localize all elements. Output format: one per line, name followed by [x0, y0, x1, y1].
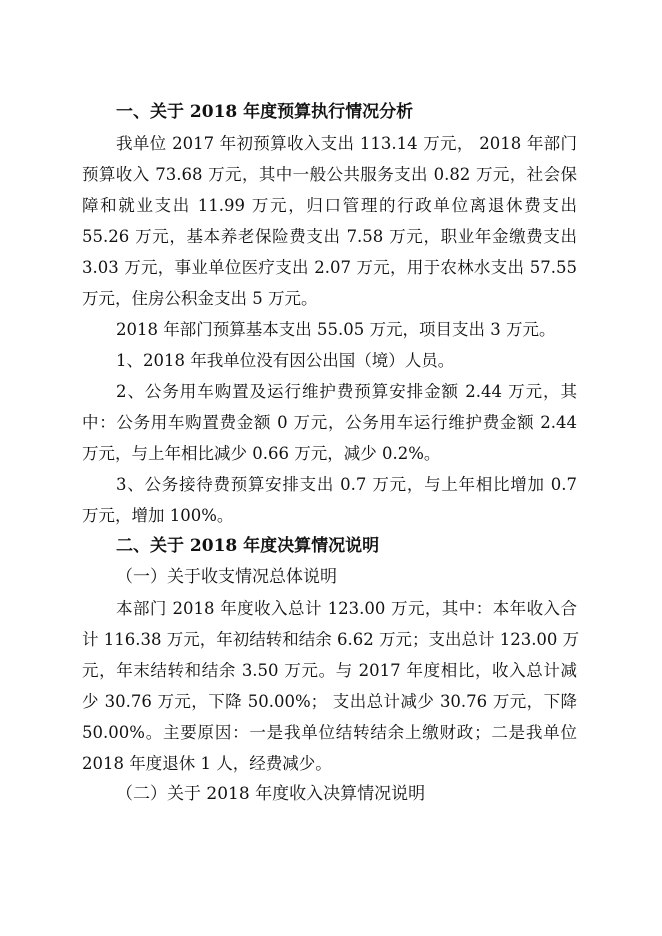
- section-1-paragraph-travel-abroad: [82, 345, 577, 376]
- text-line: 预算收入 73.68 万元，其中一般公共服务支出 0.82 万元，社会保: [82, 165, 577, 184]
- text-line: 我单位 2017 年初预算收入支出 113.14 万元， 2018 年部门: [116, 134, 577, 153]
- text-line: 计 116.38 万元，年初结转和结余 6.62 万元；支出总计 123.00 万: [82, 630, 580, 649]
- section-2-subheading-2: （二）关于 2018 年度收入决算情况说明: [116, 784, 426, 804]
- text-line: 3、公务接待费预算安排支出 0.7 万元，与上年相比增加 0.7: [116, 475, 577, 494]
- text-line: 万元，与上年相比减少 0.66 万元，减少 0.2%。: [82, 444, 441, 463]
- section-1-heading: 一、关于 2018 年度预算执行情况分析: [116, 102, 414, 122]
- text-line: 1、2018 年我单位没有因公出国（境）人员。: [116, 351, 455, 370]
- text-line: 少 30.76 万元，下降 50.00%； 支出总计减少 30.76 万元，下降: [82, 692, 577, 711]
- text-line: 万元，住房公积金支出 5 万元。: [82, 289, 318, 308]
- section-1-paragraph-basic-expense: [82, 314, 577, 345]
- section-2-subheading-1: （一）关于收支情况总体说明: [116, 567, 337, 587]
- section-2-heading: 二、关于 2018 年度决算情况说明: [116, 536, 380, 556]
- section-1-paragraph-budget: [82, 128, 577, 314]
- section-2-paragraph-summary: [82, 593, 580, 779]
- text-line: 2018 年部门预算基本支出 55.05 万元，项目支出 3 万元。: [116, 320, 556, 339]
- text-line: 3.03 万元，事业单位医疗支出 2.07 万元，用于农林水支出 57.55: [82, 258, 577, 277]
- text-line: 55.26 万元，基本养老保险费支出 7.58 万元，职业年金缴费支出: [82, 227, 577, 246]
- text-line: 障和就业支出 11.99 万元，归口管理的行政单位离退休费支出: [82, 196, 577, 215]
- text-line: 本部门 2018 年度收入总计 123.00 万元，其中：本年收入合: [116, 599, 577, 618]
- text-line: 2018 年度退休 1 人，经费减少。: [82, 754, 332, 773]
- text-line: 万元，增加 100%。: [82, 506, 234, 525]
- text-line: 元，年末结转和结余 3.50 万元。与 2017 年度相比，收入总计减: [82, 661, 577, 680]
- section-1-paragraph-vehicles: [82, 376, 577, 469]
- text-line: 中：公务用车购置费金额 0 万元，公务用车运行维护费金额 2.44: [82, 413, 577, 432]
- text-line: 2、公务用车购置及运行维护费预算安排金额 2.44 万元，其: [116, 382, 577, 401]
- section-1-paragraph-reception: [82, 469, 577, 531]
- text-line: 50.00%。主要原因：一是我单位结转结余上缴财政；二是我单位: [82, 723, 577, 742]
- document-body: [82, 97, 580, 810]
